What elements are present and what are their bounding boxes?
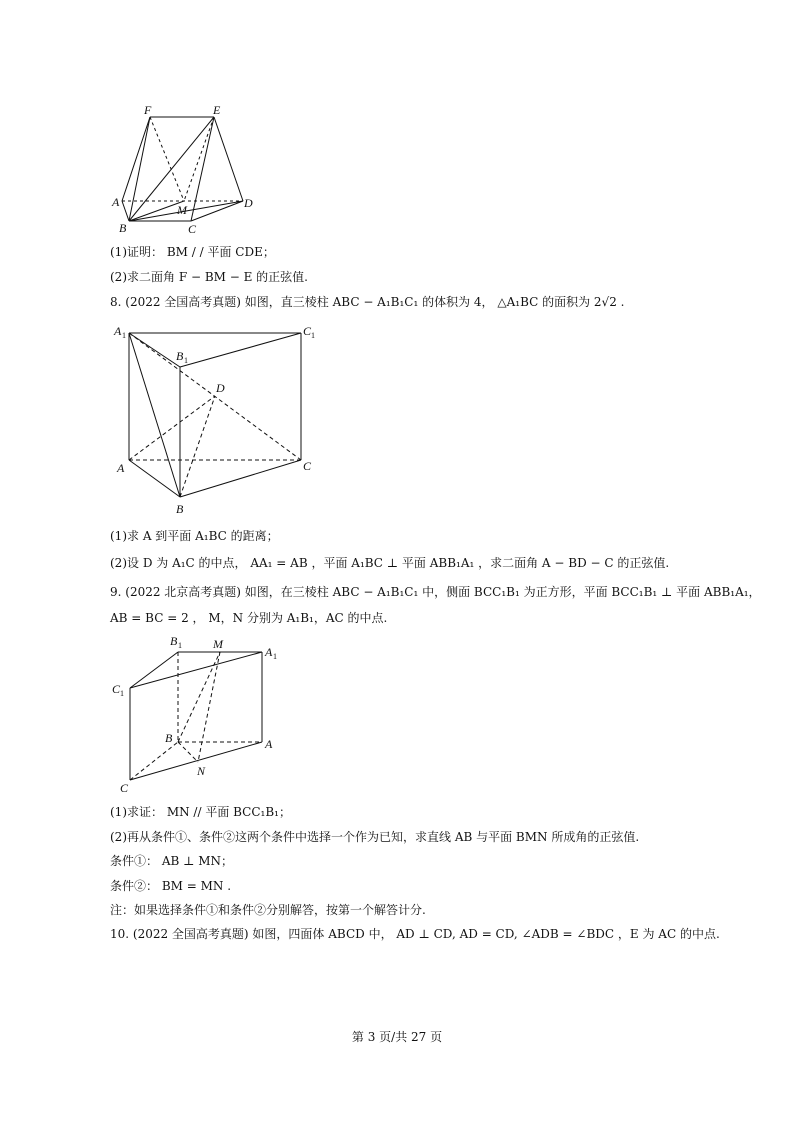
fig1-label-e: E bbox=[213, 103, 221, 117]
fig3-label-b1-sub: 1 bbox=[178, 641, 182, 650]
fig1-label-m: M bbox=[177, 203, 187, 217]
fig3-label-c: C bbox=[120, 781, 129, 795]
q10-stem: 10. (2022 全国高考真题) 如图，四面体 ABCD 中， AD ⊥ CD, AD = CD, ∠ADB = ∠BDC ，E 为 AC 的中点. bbox=[110, 927, 720, 941]
q9-part1: (1)求证： MN // 平面 BCC₁B₁； bbox=[110, 805, 291, 819]
fig3-label-a: A bbox=[265, 737, 273, 751]
fig3-label-c1: C bbox=[112, 682, 121, 696]
q9-stem-line2: AB = BC = 2 ， M，N 分别为 A₁B₁，AC 的中点. bbox=[110, 611, 388, 625]
fig2-label-c1-sub: 1 bbox=[311, 331, 315, 340]
fig2-label-a: A bbox=[117, 461, 125, 475]
q9-stem-line1: 9. (2022 北京高考真题) 如图，在三棱柱 ABC − A₁B₁C₁ 中，侧面 BCC₁B₁ 为正方形，平面 BCC₁B₁ ⊥ 平面 ABB₁A₁， bbox=[110, 585, 761, 599]
fig3-label-m: M bbox=[213, 637, 223, 651]
q8-part1: (1)求 A 到平面 A₁BC 的距离； bbox=[110, 529, 279, 543]
q9-part2: (2)再从条件①、条件②这两个条件中选择一个作为已知，求直线 AB 与平面 BMN 所成角的正弦值. bbox=[110, 830, 640, 844]
fig1-label-a: A bbox=[112, 195, 120, 209]
fig2-label-b1: B bbox=[176, 349, 184, 363]
q8-stem: 8. (2022 全国高考真题) 如图，直三棱柱 ABC − A₁B₁C₁ 的体积为 4， △A₁BC 的面积为 2√2 . bbox=[110, 295, 625, 309]
fig2-label-c1: C bbox=[303, 324, 312, 338]
q7-part2: (2)求二面角 F − BM − E 的正弦值. bbox=[110, 270, 309, 284]
q9-condition1: 条件①： AB ⊥ MN； bbox=[110, 854, 234, 868]
fig1-label-c: C bbox=[188, 222, 197, 236]
fig2-label-b1-sub: 1 bbox=[184, 356, 188, 365]
fig3-label-b: B bbox=[165, 731, 173, 745]
fig1-label-d: D bbox=[244, 196, 253, 210]
fig3-label-c1-sub: 1 bbox=[120, 689, 124, 698]
q9-note: 注：如果选择条件①和条件②分别解答，按第一个解答计分. bbox=[110, 903, 426, 917]
fig3-label-n: N bbox=[197, 764, 206, 778]
fig1-label-f: F bbox=[144, 103, 152, 117]
q9-condition2: 条件②： BM = MN . bbox=[110, 879, 232, 893]
fig2-label-b: B bbox=[176, 502, 184, 516]
fig1-label-b: B bbox=[119, 221, 127, 235]
fig3-label-b1: B bbox=[170, 634, 178, 648]
fig2-label-d: D bbox=[216, 381, 225, 395]
q7-part1: (1)证明： BM / / 平面 CDE； bbox=[110, 245, 275, 259]
fig2-label-c: C bbox=[303, 459, 312, 473]
page-footer: 第 3 页/共 27 页 bbox=[351, 1030, 443, 1044]
fig2-label-a1-sub: 1 bbox=[122, 331, 126, 340]
fig3-label-a1-sub: 1 bbox=[273, 652, 277, 661]
fig2-label-a1: A bbox=[114, 324, 122, 338]
q8-part2: (2)设 D 为 A₁C 的中点， AA₁ = AB ，平面 A₁BC ⊥ 平面 ABB₁A₁ ，求二面角 A − BD − C 的正弦值. bbox=[110, 556, 670, 570]
fig3-label-a1: A bbox=[265, 645, 273, 659]
